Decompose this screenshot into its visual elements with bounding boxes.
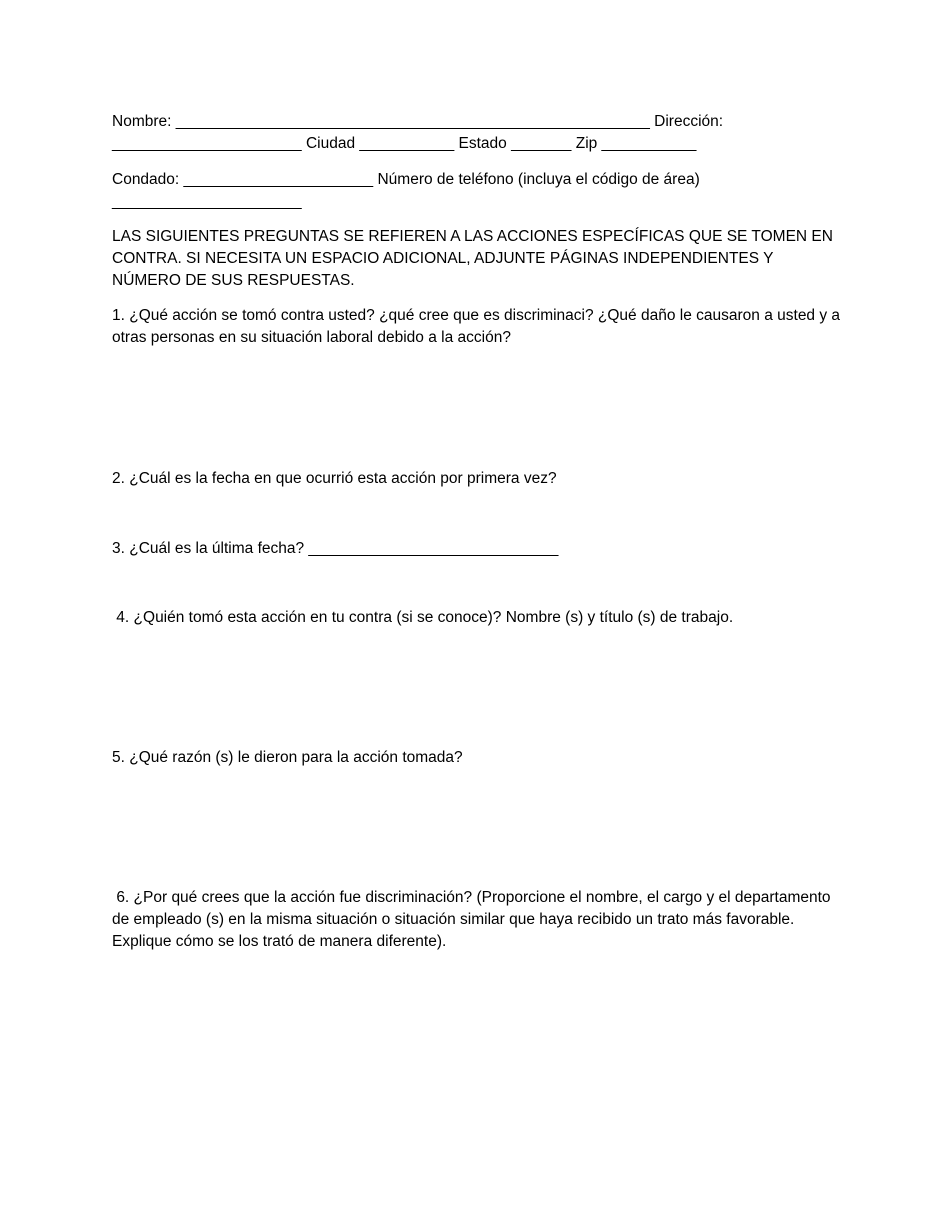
question-5: 5. ¿Qué razón (s) le dieron para la acción tomada?	[112, 749, 463, 766]
question-4: 4. ¿Quién tomó esta acción en tu contra (si se conoce)? Nombre (s) y título (s) de trabajo.	[112, 609, 734, 626]
question-6: 6. ¿Por qué crees que la acción fue discriminación? (Proporcione el nombre, el cargo y el departamento de empleado (s) en la misma situación o situación similar que haya recibido un trato más favorable. Explique cómo se los trató de manera diferente).	[112, 889, 835, 950]
form-line-phone-blank: ______________________	[112, 193, 302, 210]
question-3: 3. ¿Cuál es la última fecha? _____________________________	[112, 540, 559, 557]
form-line-county-phone: Condado: ______________________ Número de teléfono (incluya el código de área)	[112, 171, 700, 188]
form-line-city-state-zip: ______________________ Ciudad ___________ Estado _______ Zip ___________	[112, 135, 697, 152]
instructions-paragraph: LAS SIGUIENTES PREGUNTAS SE REFIEREN A LAS ACCIONES ESPECÍFICAS QUE SE TOMEN EN CONTRA. SI NECESITA UN ESPACIO ADICIONAL, ADJUNTE PÁGINAS INDEPENDIENTES Y NÚMERO DE SUS RESPUESTAS.	[112, 228, 833, 289]
question-2: 2. ¿Cuál es la fecha en que ocurrió esta acción por primera vez?	[112, 470, 557, 487]
form-line-name-address: Nombre: _______________________________________________________ Dirección:	[112, 113, 724, 130]
question-1: 1. ¿Qué acción se tomó contra usted? ¿qué cree que es discriminaci? ¿Qué daño le causaron a usted y a otras personas en su situación laboral debido a la acción?	[112, 307, 841, 346]
